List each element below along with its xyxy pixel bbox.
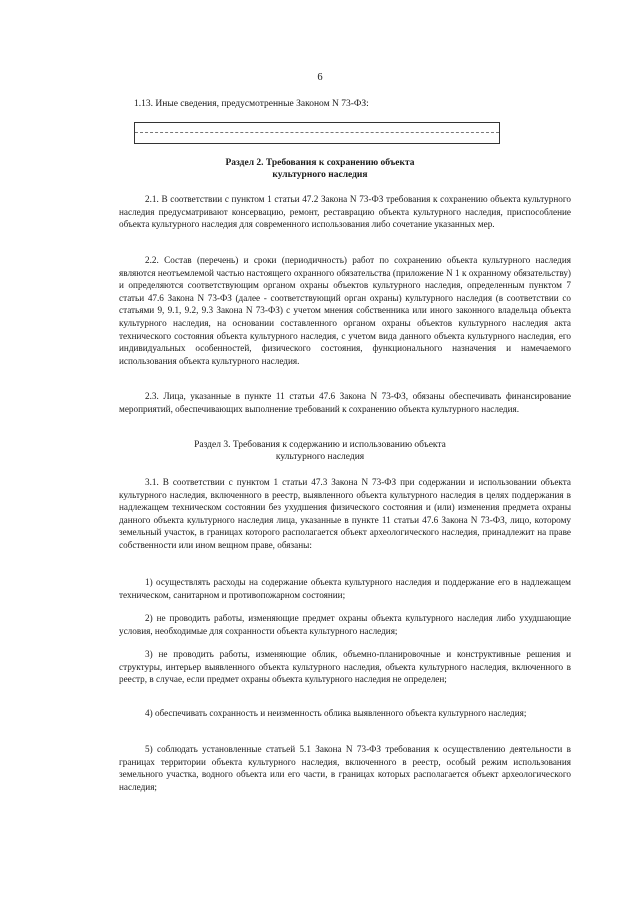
list-item-2: 2) не проводить работы, изменяющие предмет охраны объекта культурного наследия либо ухудшающие условия, необходимые для сохранности объекта культурного наследия; <box>119 613 571 636</box>
item-1-13-label: 1.13. Иные сведения, предусмотренные Законом N 73-ФЗ: <box>134 99 369 109</box>
paragraph-2-3: 2.3. Лица, указанные в пункте 11 статьи 47.6 Закона N 73-ФЗ, обязаны обеспечивать финансирование мероприятий, обеспечивающих выполнение требований к сохранению объекта культурного наследия. <box>119 391 571 414</box>
section-3-title-line1: Раздел 3. Требования к содержанию и использованию объекта <box>194 440 446 450</box>
item-1-13-field <box>134 122 500 144</box>
section-2-title-line2: культурного наследия <box>272 170 368 180</box>
list-item-5: 5) соблюдать установленные статьей 5.1 Закона N 73-ФЗ требования к осуществлению деятельности в границах территории объекта культурного наследия, включенного в реестр, особый режим использования земельного участка, водного объекта или его части, в границах которых располагается объект археологического наследия; <box>119 744 571 792</box>
list-item-1: 1) осуществлять расходы на содержание объекта культурного наследия и поддержание его в надлежащем техническом, санитарном и противопожарном состоянии; <box>119 577 571 600</box>
paragraph-2-1: 2.1. В соответствии с пунктом 1 статьи 47.2 Закона N 73-ФЗ требования к сохранению объекта культурного наследия предусматривают консервацию, ремонт, реставрацию объекта культурного наследия, приспособление объекта культурного наследия для современного использования либо сочетание указанных мер. <box>119 194 571 230</box>
list-item-4: 4) обеспечивать сохранность и неизменность облика выявленного объекта культурного наследия; <box>145 708 527 718</box>
paragraph-2-2: 2.2. Состав (перечень) и сроки (периодичность) работ по сохранению объекта культурного наследия являются неотъемлемой частью настоящего охранного обязательства (приложение N 1 к охранному обязательству) и определяются соответствующим органом охраны объектов культурного наследия, определенным пунктом 7 статьи 47.6 Закона N 73-ФЗ (далее - соответствующий орган охраны) культурного наследия (в соответствии со статьями 9, 9.1, 9.2, 9.3 Закона N 73-ФЗ) с учетом мнения собственника или иного законного владельца объекта культурного наследия, на основании составленного органом охраны объектов культурного наследия акта технического состояния объекта культурного наследия, с учетом вида данного объекта культурного наследия, его индивидуальных особенностей, физического состояния, функционального назначения и намечаемого использования объекта культурного наследия. <box>119 255 571 366</box>
list-item-3: 3) не проводить работы, изменяющие облик, объемно-планировочные и конструктивные решения и структуры, интерьер выявленного объекта культурного наследия, объекта культурного наследия, включенного в реестр, в случае, если предмет охраны объекта культурного наследия не определен; <box>119 649 571 685</box>
section-2-title-line1: Раздел 2. Требования к сохранению объекта <box>225 158 415 168</box>
section-3-title-line2: культурного наследия <box>275 452 365 462</box>
paragraph-3-1: 3.1. В соответствии с пунктом 1 статьи 47.3 Закона N 73-ФЗ при содержании и использовании объекта культурного наследия, включенного в реестр, выявленного объекта культурного наследия в целях поддержания в надлежащем техническом состоянии без ухудшения физического состояния и (или) изменения предмета охраны данного объекта культурного наследия лица, указанные в пункте 11 статьи 47.6 Закона N 73-ФЗ, лицо, которому земельный участок, в границах которого располагается объект археологического наследия, принадлежит на праве собственности или ином вещном праве, обязаны: <box>119 477 571 550</box>
page-number: 6 <box>317 72 323 83</box>
